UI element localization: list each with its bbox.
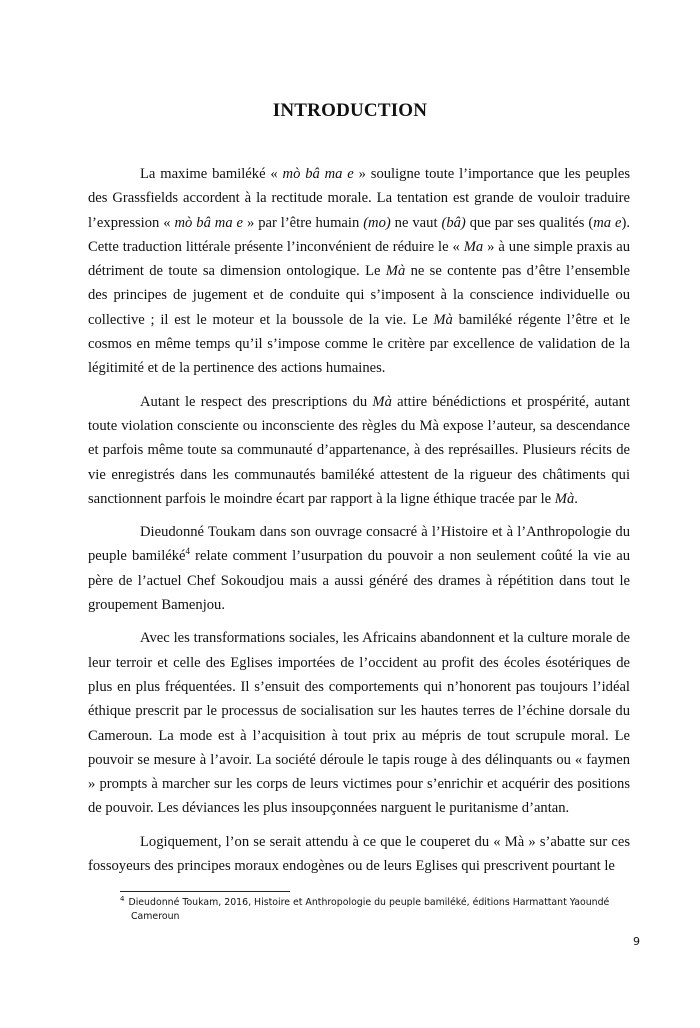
footnote-text-continued: Cameroun — [131, 911, 180, 922]
text-run: relate comment l’usurpation du pouvoir a non seulement coûté la vie au père de l’actuel Chef Sokoudjou mais a aussi généré des drames à répétition dans tout le groupement Bamenjou. — [88, 548, 630, 614]
italic-term: ma e — [593, 214, 622, 231]
italic-term: Mà — [433, 311, 453, 328]
text-run: » par l’être humain — [243, 214, 364, 231]
paragraph-3 — [88, 520, 630, 617]
italic-term: Mà — [554, 490, 575, 507]
page-number: 9 — [633, 935, 640, 948]
italic-term: (mo) — [363, 214, 391, 231]
italic-term: Mà — [385, 263, 406, 280]
footnote-number: 4 — [120, 894, 125, 903]
footnote — [120, 896, 640, 924]
body-text — [88, 162, 630, 887]
text-run: ne vaut — [390, 214, 442, 231]
text-run: » à une simple praxis au détriment de toute sa dimension ontologique. Le — [88, 238, 631, 280]
italic-term: mò bâ ma e — [174, 214, 244, 231]
text-run: La maxime bamiléké « — [140, 166, 283, 182]
text-run: bamiléké régente l’être et le cosmos en même temps qu’il s’impose comme le critère par excellence de validation de la légitimité et de la pertinence des actions humaines. — [88, 311, 630, 377]
paragraph-5: Logiquement, l’on se serait attendu à ce que le couperet du « Mà » s’abatte sur ces fossoyeurs des principes moraux endogènes ou de leurs Eglises qui prescrivent pourtant le — [88, 833, 630, 875]
paragraph-1 — [88, 162, 630, 381]
text-run: Autant le respect des prescriptions du — [140, 393, 373, 410]
italic-term: Ma — [463, 238, 484, 255]
footnote-reference[interactable]: 4 — [185, 546, 191, 557]
text-run: Dieudonné Toukam dans son ouvrage consacré à l’Histoire et à l’Anthropologie du peuple bamiléké — [88, 524, 630, 565]
footnote-text: Dieudonné Toukam, 2016, Histoire et Anthropologie du peuple bamiléké, éditions Harmattant Yaoundé — [128, 897, 610, 908]
page-title: INTRODUCTION — [272, 100, 428, 121]
italic-term: mò bâ ma e — [282, 166, 354, 182]
paragraph-2 — [88, 390, 630, 511]
text-run: ). Cette traduction littérale présente l’inconvénient de réduire le « — [88, 214, 630, 255]
text-run: que par ses qualités ( — [465, 214, 594, 231]
text-run: ne se contente pas d’être l’ensemble des principes de jugement et de conduite qui s’imposent à la conscience individuelle ou collective ; il est le moteur et la boussole de la vie. Le — [88, 263, 631, 328]
italic-term: (bâ) — [441, 214, 466, 231]
paragraph-4: Avec les transformations sociales, les Africains abandonnent et la culture morale de leur terroir et celle des Eglises importées de l’occident au profit des écoles ésotériques de plus en plus fréquentées. Il s’ensuit des comportements qui n’honorent pas toujours l’idéal éthique prescrit par le processus de socialisation sur les hautes terres de l’échine dorsale du Cameroun. La mode est à l’acquisition à tout prix au mépris de tout scrupule moral. Le pouvoir se mesure à l’avoir. La société déroule le tapis rouge à des délinquants ou « faymen » prompts à marcher sur les corps de leurs victimes pour s’enrichir et acquérir des positions de pouvoir. Les déviances les plus insoupçonnées narguent le puritanisme d’antan. — [88, 630, 630, 817]
text-run: » souligne toute l’importance que les peuples des Grassfields accordent à la rectitude morale. La tentation est grande de vouloir traduire l’expression « — [88, 166, 630, 231]
text-run: attire bénédictions et prospérité, autant toute violation consciente ou inconsciente des règles du Mà expose l’auteur, sa descendance et parfois même toute sa communauté d’appartenance, à des représailles. Plusieurs récits de vie enregistrés dans les communautés bamiléké attestent de la rigueur des châtiments qui sanctionnent parfois le moindre écart par rapport à la ligne éthique tracée par le — [88, 393, 630, 507]
italic-term: Mà — [372, 393, 392, 410]
text-run: . — [574, 490, 578, 507]
footnote-separator — [120, 891, 290, 892]
